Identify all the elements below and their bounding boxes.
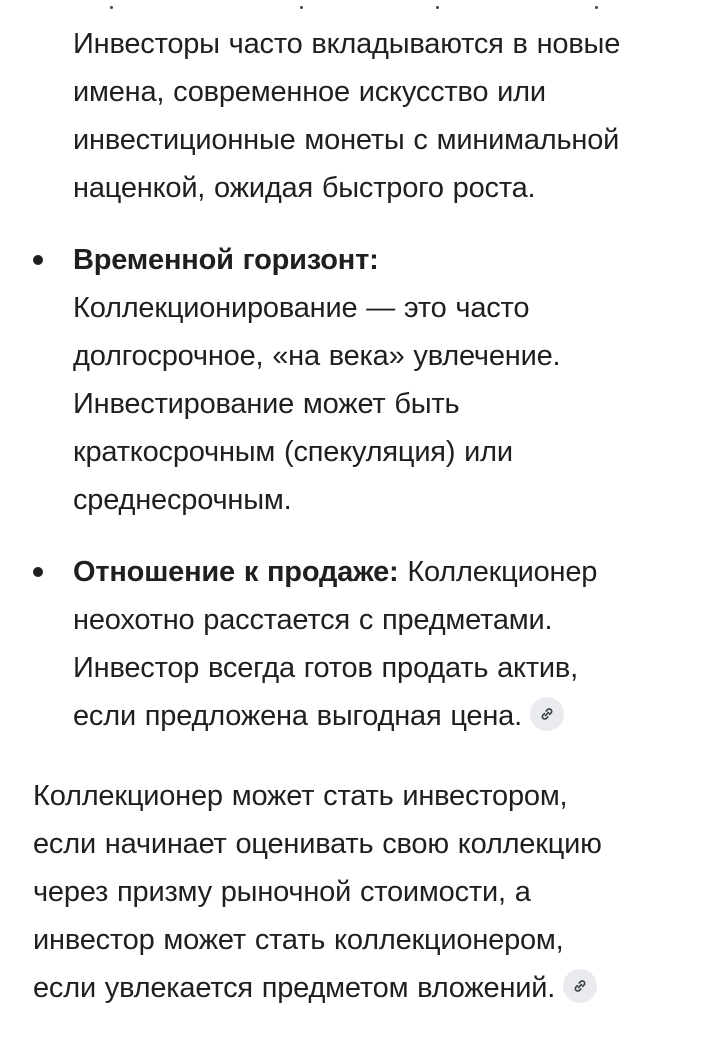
text-line: неохотно расстается с предметами. (73, 604, 553, 636)
text-line: наценкой, ожидая быстрого роста. (73, 172, 536, 204)
link-icon (571, 977, 589, 995)
text-line: краткосрочным (спекуляция) или (73, 436, 513, 468)
list-item-attitude-to-sale (73, 548, 713, 740)
summary-paragraph (33, 772, 713, 1012)
source-link-button[interactable] (530, 697, 564, 731)
text-line: Коллекционирование — это часто (73, 292, 530, 324)
list-item-title: Отношение к продаже: (73, 556, 399, 588)
text-line: долгосрочное, «на века» увлечение. (73, 340, 561, 372)
cut-off-text-line (0, 0, 720, 14)
list-item-time-horizon (73, 236, 713, 524)
text-line: имена, современное искусство или (73, 76, 546, 108)
text-line: Коллекционер может стать инвестором, (33, 780, 568, 812)
text-fragment: Коллекционер (398, 556, 598, 588)
bullet-icon (33, 255, 43, 265)
text-line: Инвестирование может быть (73, 388, 460, 420)
text-line: если начинает оценивать свою коллекцию (33, 828, 602, 860)
text-line: если увлекается предметом вложений. (33, 972, 556, 1004)
text-line: Инвестор всегда готов продать актив, (73, 652, 578, 684)
source-link-button[interactable] (563, 969, 597, 1003)
continued-paragraph (73, 20, 713, 212)
text-line: инвестор может стать коллекционером, (33, 924, 564, 956)
link-icon (538, 705, 556, 723)
text-line: среднесрочным. (73, 484, 292, 516)
text-line: Инвесторы часто вкладываются в новые (73, 28, 621, 60)
text-line: через призму рыночной стоимости, а (33, 876, 531, 908)
bullet-icon (33, 567, 43, 577)
text-line: если предложена выгодная цена. (73, 700, 522, 732)
list-item-title: Временной горизонт: (73, 244, 379, 276)
text-line: инвестиционные монеты с минимальной (73, 124, 620, 156)
